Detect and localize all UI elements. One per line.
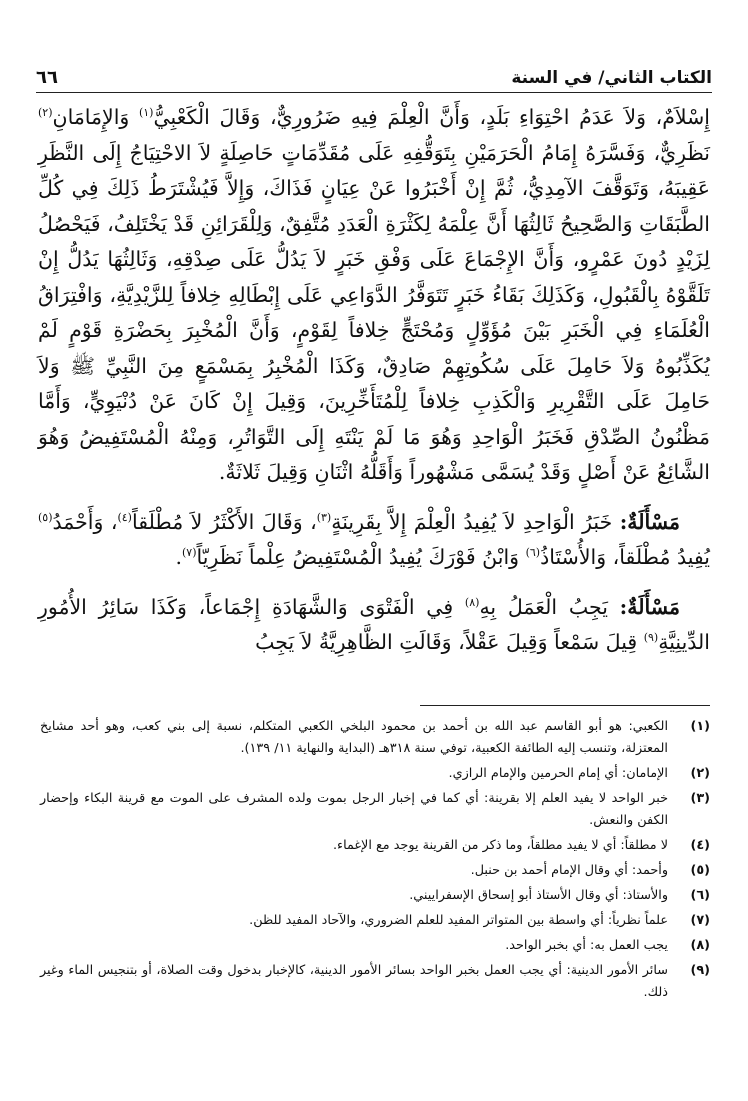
footnote-number: (٣) — [690, 791, 710, 806]
text-run: وَابْنُ فَوْرَكَ يُفِيدُ الْمُسْتَفِيضُ عِلْماً نَظَرِيّاً — [196, 545, 526, 569]
footnote — [40, 885, 710, 907]
paragraph-3 — [38, 590, 710, 661]
text-run: وَالإِمَامَانِ — [52, 105, 139, 129]
footnote-text: وأحمد: أي وقال الإمام أحمد بن حنبل. — [470, 863, 668, 878]
footnote-marker-5: (٥) — [38, 510, 53, 524]
footnote-number: (٨) — [690, 938, 710, 953]
footnote — [40, 935, 710, 957]
footnote-number: (٧) — [690, 913, 710, 928]
footnote-marker-4: (٤) — [117, 510, 132, 524]
footnote-number: (٢) — [690, 766, 710, 781]
paragraph-1 — [38, 100, 710, 491]
footnote-text: الكعبي: هو أبو القاسم عبد الله بن أحمد بن محمود البلخي الكعبي المتكلم، نسبة إلى بني كعب، وهو أحد مشايخ المعتزلة، وتنسب إليه الطائفة الكعبية، توفي سنة ٣١٨هـ (البداية والنهاية ١١/ ١٣٩). — [40, 719, 668, 756]
footnote-number: (٩) — [690, 963, 710, 978]
page-header — [36, 52, 712, 93]
footnote-marker-7: (٧) — [182, 546, 197, 560]
footnote — [40, 910, 710, 932]
footnote-text: لا مطلقاً: أي لا يفيد مطلقاً، وما ذكر من القرينة يوجد مع الإغماء. — [332, 838, 668, 853]
masala-heading: مَسْأَلَةٌ: — [619, 509, 681, 534]
footnote — [40, 835, 710, 857]
footnote-marker-6: (٦) — [525, 546, 541, 560]
text-run: يَجِبُ الْعَمَلُ بِهِ — [479, 594, 620, 619]
footnote-text: علماً نظرياً: أي واسطة بين المتواتر المفيد للعلم الضروري، والآحاد المفيد للظن. — [249, 913, 668, 928]
text-run: قِيلَ سَمْعاً وَقِيلَ عَقْلاً، وَقَالَتِ الظَّاهِرِيَّةُ لاَ يَجِبُ — [255, 630, 644, 654]
text-run: ، وَأَحْمَدُ — [52, 509, 118, 534]
footnote-text: سائر الأمور الدينية: أي يجب العمل بخبر الواحد بسائر الأمور الدينية، كالإخبار بدخول وقت الصلاة، أو بتنجيس الماء وغير ذلك. — [40, 963, 668, 1000]
text-run: خَبَرُ الْوَاحِدِ لاَ يُفِيدُ الْعِلْمَ إِلاَّ بِقَرِينَةٍ — [331, 509, 620, 534]
footnotes — [40, 716, 710, 1007]
running-title: الكتاب الثاني/ في السنة — [511, 68, 712, 88]
footnote — [40, 763, 710, 785]
text-run: . — [175, 545, 182, 569]
footnote-separator — [420, 705, 710, 706]
footnote-marker-1: (١) — [138, 106, 154, 120]
main-text — [38, 100, 710, 661]
footnote — [40, 788, 710, 832]
footnote-number: (٦) — [690, 888, 710, 903]
footnote — [40, 960, 710, 1004]
footnote-text: والأستاذ: أي وقال الأستاذ أبو إسحاق الإسفراييني. — [409, 888, 668, 903]
footnote-text: يجب العمل به: أي بخبر الواحد. — [505, 938, 668, 953]
page-number: ٦٦ — [36, 67, 58, 88]
text-run: يُفِيدُ مُطْلَقاً، وَالأُسْتَاذُ — [540, 545, 710, 569]
paragraph-2 — [38, 505, 710, 576]
footnote-marker-9: (٩) — [643, 631, 659, 645]
text-run: إِسْلاَمٌ، وَلاَ عَدَمُ احْتِوَاءِ بَلَدٍ، وَأَنَّ الْعِلْمَ فِيهِ ضَرُورِيٌّ، وَقَالَ الْكَعْبِيُّ — [153, 105, 710, 129]
footnote — [40, 860, 710, 882]
footnote-marker-2: (٢) — [38, 106, 53, 120]
footnote-marker-3: (٣) — [316, 510, 332, 524]
masala-heading: مَسْأَلَةٌ: — [619, 594, 680, 619]
footnote-number: (٤) — [690, 838, 710, 853]
footnote-number: (١) — [690, 719, 710, 734]
footnote-number: (٥) — [690, 863, 710, 878]
text-run: نَظَرِيٌّ، وَفَسَّرَهُ إِمَامُ الْحَرَمَيْنِ بِتَوَقُّفِهِ عَلَى مُقَدِّمَاتٍ حَاصِلَةٍ لاَ الاحْتِيَاجُ إِلَى النَّظَرِ عَقِيبَهُ، وَتَوَقَّفَ الآمِدِيُّ، ثُمَّ إِنْ أَخْبَرُوا عَنْ عِيَانٍ فَذَاكَ، وَإِلاَّ فَيُشْتَرَطُ ذَلِكَ فِي كُلِّ الطَّبَقَاتِ وَالصَّحِيحُ ثَالِثُهَا أَنَّ عِلْمَهُ لِكَثْرَةِ الْعَدَدِ مُتَّفِقٌ، وَلِلْقَرَائِنِ قَدْ يَخْتَلِفُ، فَيَحْصُلُ لِزَيْدٍ دُونَ عَمْرٍو، وَأَنَّ الإِجْمَاعَ عَلَى وَفْقِ خَبَرٍ لاَ يَدُلُّ عَلَى صِدْقِهِ، وَثَالِثُهَا يَدُلُّ إِنْ تَلَقَّوْهُ بِالْقَبُولِ، وَكَذَلِكَ بَقَاءُ خَبَرٍ تَتَوَفَّرُ الدَّوَاعِي عَلَى إِبْطَالِهِ خِلافاً لِلزَّيْدِيَّةِ، وَافْتِرَاقُ الْعُلَمَاءِ فِي الْخَبَرِ بَيْنَ مُؤَوِّلٍ وَمُحْتَجٍّ خِلافاً لِقَوْمٍ، وَأَنَّ الْمُخْبِرَ بِحَضْرَةِ قَوْمٍ لَمْ يُكَذِّبُوهُ وَلاَ حَامِلَ عَلَى سُكُوتِهِمْ صَادِقٌ، وَكَذَا الْمُخْبِرُ بِمَسْمَعٍ مِنَ النَّبِيِّ ﷺ وَلاَ حَامِلَ عَلَى التَّقْرِيرِ وَالْكَذِبِ خِلافاً لِلْمُتَأَخِّرِينَ، وَقِيلَ إِنْ كَانَ عَنْ دُنْيَوِيٍّ، وَأَمَّا مَظْنُونُ الصِّدْقِ فَخَبَرُ الْوَاحِدِ وَهُوَ مَا لَمْ يَنْتَهِ إِلَى التَّوَاتُرِ، وَمِنْهُ الْمُسْتَفِيضُ وَهُوَ الشَّائِعُ عَنْ أَصْلٍ وَقَدْ يُسَمَّى مَشْهُوراً وَأَقَلُّهُ اثْنَانِ وَقِيلَ ثَلاثَةٌ. — [38, 140, 710, 484]
footnote-marker-8: (٨) — [464, 595, 480, 609]
footnote-text: خبر الواحد لا يفيد العلم إلا بقرينة: أي كما في إخبار الرجل بموت ولده المشرف على الموت مع قرينة البكاء وإحضار الكفن والنعش. — [40, 791, 668, 828]
footnote-text: الإمامان: أي إمام الحرمين والإمام الرازي. — [448, 766, 668, 781]
text-run: ، وَقَالَ الأَكْثَرُ لاَ مُطْلَقاً — [131, 509, 317, 534]
footnote — [40, 716, 710, 760]
text-run: فِي الْفَتْوَى وَالشَّهَادَةِ إِجْمَاعاً، وَكَذَا سَائِرُ الأُمُورِ الدِّينِيَّةِ — [38, 594, 710, 654]
